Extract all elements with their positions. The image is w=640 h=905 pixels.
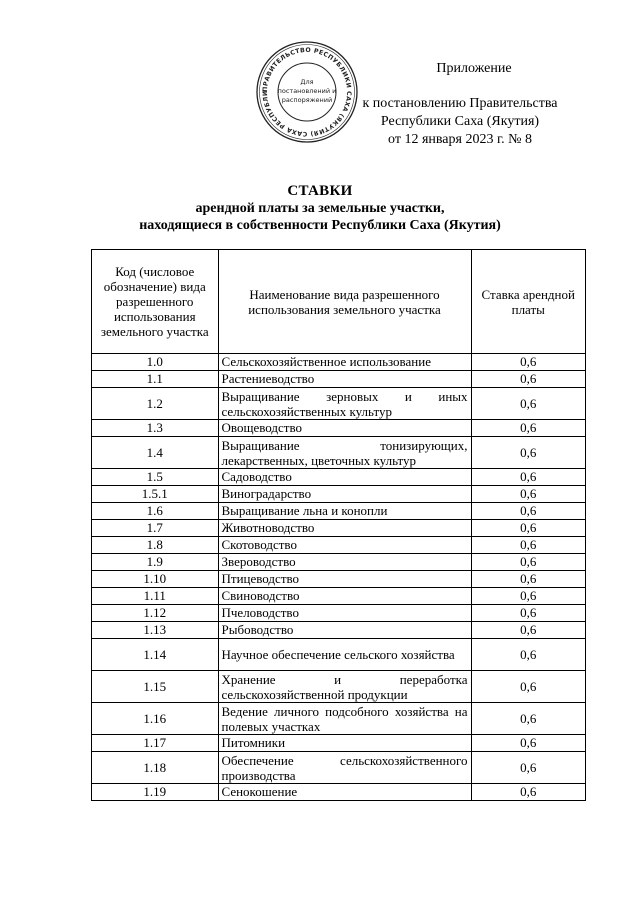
cell-rate: 0,6 xyxy=(471,537,585,554)
cell-code: 1.19 xyxy=(92,784,219,801)
cell-rate: 0,6 xyxy=(471,354,585,371)
seal-center-line-2: постановлений и xyxy=(277,87,337,95)
cell-code: 1.6 xyxy=(92,503,219,520)
cell-rate: 0,6 xyxy=(471,571,585,588)
table-row xyxy=(92,469,586,486)
table-row xyxy=(92,605,586,622)
document-title-heading: СТАВКИ xyxy=(287,183,353,199)
cell-name: Свиноводство xyxy=(218,588,471,605)
cell-rate: 0,6 xyxy=(471,388,585,420)
cell-rate: 0,6 xyxy=(471,639,585,671)
cell-name: Животноводство xyxy=(218,520,471,537)
cell-code: 1.17 xyxy=(92,735,219,752)
cell-rate: 0,6 xyxy=(471,469,585,486)
cell-name: Питомники xyxy=(218,735,471,752)
document-title xyxy=(110,183,530,234)
cell-code: 1.8 xyxy=(92,537,219,554)
table-row xyxy=(92,437,586,469)
cell-code: 1.5.1 xyxy=(92,486,219,503)
cell-rate: 0,6 xyxy=(471,554,585,571)
cell-code: 1.3 xyxy=(92,420,219,437)
cell-code: 1.10 xyxy=(92,571,219,588)
cell-code: 1.2 xyxy=(92,388,219,420)
cell-code: 1.16 xyxy=(92,703,219,735)
table-row xyxy=(92,735,586,752)
cell-name: Выращивание тонизирующих, лекарственных, цветочных культур xyxy=(218,437,471,469)
table-row xyxy=(92,354,586,371)
cell-rate: 0,6 xyxy=(471,437,585,469)
appendix-title: Приложение xyxy=(436,61,512,76)
table-header-row xyxy=(92,250,586,354)
cell-name: Хранение и переработка сельскохозяйственной продукции xyxy=(218,671,471,703)
table-row xyxy=(92,752,586,784)
table-row xyxy=(92,503,586,520)
cell-code: 1.4 xyxy=(92,437,219,469)
cell-name: Выращивание зерновых и иных сельскохозяйственных культур xyxy=(218,388,471,420)
cell-code: 1.7 xyxy=(92,520,219,537)
cell-rate: 0,6 xyxy=(471,703,585,735)
cell-code: 1.15 xyxy=(92,671,219,703)
table-row xyxy=(92,571,586,588)
cell-code: 1.1 xyxy=(92,371,219,388)
header-rate: Ставка арендной платы xyxy=(471,250,585,354)
header-name: Наименование вида разрешенного использования земельного участка xyxy=(218,250,471,354)
cell-name: Ведение личного подсобного хозяйства на полевых участках xyxy=(218,703,471,735)
cell-name: Рыбоводство xyxy=(218,622,471,639)
cell-rate: 0,6 xyxy=(471,671,585,703)
cell-rate: 0,6 xyxy=(471,520,585,537)
appendix-line-1: к постановлению Правительства xyxy=(362,96,558,111)
table-row xyxy=(92,537,586,554)
document-title-line-2: арендной платы за земельные участки, xyxy=(195,201,445,216)
cell-rate: 0,6 xyxy=(471,752,585,784)
cell-name: Овощеводство xyxy=(218,420,471,437)
cell-code: 1.9 xyxy=(92,554,219,571)
table-row xyxy=(92,420,586,437)
cell-rate: 0,6 xyxy=(471,420,585,437)
seal-center-line-3: распоряжений xyxy=(281,96,333,104)
cell-rate: 0,6 xyxy=(471,503,585,520)
appendix-line-2: Республики Саха (Якутия) xyxy=(380,114,540,129)
table-row xyxy=(92,554,586,571)
table-row xyxy=(92,588,586,605)
rates-table xyxy=(91,249,586,801)
cell-name: Виноградарство xyxy=(218,486,471,503)
cell-code: 1.13 xyxy=(92,622,219,639)
cell-rate: 0,6 xyxy=(471,486,585,503)
seal-ring-text: ПРАВИТЕЛЬСТВО РЕСПУБЛИКИ САХА (ЯКУТИЯ) САХА РЕСПУБЛИ xyxy=(261,46,353,138)
seal-center-line-1: Для xyxy=(300,78,314,86)
cell-name: Растениеводство xyxy=(218,371,471,388)
cell-rate: 0,6 xyxy=(471,784,585,801)
cell-code: 1.0 xyxy=(92,354,219,371)
table-row xyxy=(92,388,586,420)
cell-name: Научное обеспечение сельского хозяйства xyxy=(218,639,471,671)
table-row xyxy=(92,371,586,388)
cell-name: Звероводство xyxy=(218,554,471,571)
table-row xyxy=(92,671,586,703)
table-row xyxy=(92,639,586,671)
table-row xyxy=(92,486,586,503)
table-row xyxy=(92,622,586,639)
table-row xyxy=(92,520,586,537)
cell-rate: 0,6 xyxy=(471,588,585,605)
cell-rate: 0,6 xyxy=(471,371,585,388)
cell-rate: 0,6 xyxy=(471,605,585,622)
cell-code: 1.5 xyxy=(92,469,219,486)
cell-name: Скотоводство xyxy=(218,537,471,554)
cell-code: 1.12 xyxy=(92,605,219,622)
cell-rate: 0,6 xyxy=(471,735,585,752)
cell-name: Сельскохозяйственное использование xyxy=(218,354,471,371)
cell-code: 1.14 xyxy=(92,639,219,671)
cell-code: 1.11 xyxy=(92,588,219,605)
cell-name: Птицеводство xyxy=(218,571,471,588)
cell-name: Садоводство xyxy=(218,469,471,486)
header-code: Код (числовое обозначение) вида разрешенного использования земельного участка xyxy=(92,250,219,354)
cell-name: Обеспечение сельскохозяйственного производства xyxy=(218,752,471,784)
appendix-line-3: от 12 января 2023 г. № 8 xyxy=(388,132,532,147)
table-row xyxy=(92,784,586,801)
document-title-line-3: находящиеся в собственности Республики Саха (Якутия) xyxy=(139,218,501,233)
cell-name: Сенокошение xyxy=(218,784,471,801)
cell-name: Пчеловодство xyxy=(218,605,471,622)
appendix-header xyxy=(340,60,580,149)
cell-code: 1.18 xyxy=(92,752,219,784)
cell-rate: 0,6 xyxy=(471,622,585,639)
cell-name: Выращивание льна и конопли xyxy=(218,503,471,520)
table-row xyxy=(92,703,586,735)
